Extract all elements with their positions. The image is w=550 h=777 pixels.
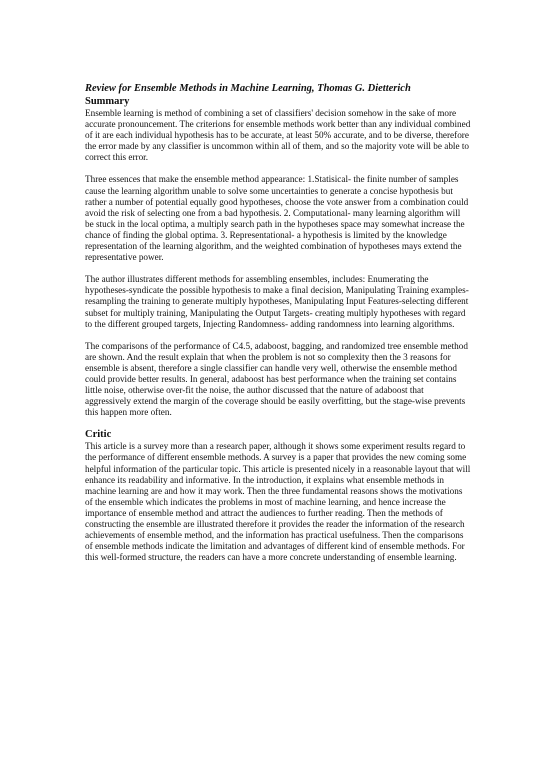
summary-paragraph-3: The author illustrates different methods for assembling ensembles, includes: Enumerating the hypotheses-syndicate the possible hypothesis to make a final decision, Manipulating Training examples- resampling the training to generate multiply hypotheses, Manipulating Input Features-selecting different subset for multiply training, Manipulating the Output Targets- creating multiply hypotheses with regard to the different grouped targets, Injecting Randomness- adding randomness into learning algorithms. <box>85 274 469 329</box>
critic-paragraph-1: This article is a survey more than a research paper, although it shows some experiment results regard to the performance of different ensemble methods. A survey is a paper that provides the new coming some helpful information of the particular topic. This article is presented nicely in a reasonable layout that will enhance its readability and informative. In the introduction, it explains what ensemble methods in machine learning are and how it may work. Then the three fundamental reasons shows the motivations of the ensemble which indicates the problems in most of machine learning, and hence increase the importance of ensemble method and attract the audiences to further reading. Then the methods of constructing the ensemble are illustrated therefore it provides the reader the information of the research achievements of ensemble method, and the information has practical usefulness. Then the comparisons of ensemble methods indicate the limitation and advantages of different kind of ensemble methods. For this well-formed structure, the readers can have a more concrete understanding of ensemble learning. <box>85 441 471 563</box>
document-page <box>85 82 471 563</box>
summary-paragraph-1: Ensemble learning is method of combining a set of classifiers' decision somehow in the sake of more accurate pronouncement. The criterions for ensemble methods work better than any individual combined of it are each individual hypothesis has to be accurate, at least 50% accurate, and to be diverse, therefore the error made by any classifier is uncommon within all of them, and so the majority vote will be able to correct this error. <box>85 108 471 163</box>
summary-paragraph-4: The comparisons of the performance of C4.5, adaboost, bagging, and randomized tree ensemble method are shown. And the result explain that when the problem is not so complexity then the 3 reasons for ensemble is absent, therefore a single classifier can handle very well, otherwise the ensemble method could provide better results. In general, adaboost has best performance when the training set contains little noise, otherwise over-fit the noise, the author discussed that the nature of adaboost that aggressively extend the margin of the coverage should be easily overfitting, but the stage-wise prevents this happen more often. <box>85 340 468 418</box>
summary-heading: Summary <box>85 96 130 107</box>
document-title: Review for Ensemble Methods in Machine Learning, Thomas G. Dietterich <box>85 83 411 94</box>
summary-paragraph-2: Three essences that make the ensemble method appearance: 1.Statisical- the finite number of samples cause the learning algorithm unable to solve some uncertainties to generate a concise hypothesis but rather a number of potential equally good hypotheses, choose the vote answer from a combination could avoid the risk of selecting one from a bad hypothesis. 2. Computational- many learning algorithm will be stuck in the local optima, a multiply search path in the hypotheses space may somewhat increase the chance of finding the global optima. 3. Representational- a hypothesis is limited by the knowledge representation of the learning algorithm, and the weighted combination of hypotheses mays extend the representative power. <box>85 174 469 263</box>
critic-heading: Critic <box>85 429 112 441</box>
